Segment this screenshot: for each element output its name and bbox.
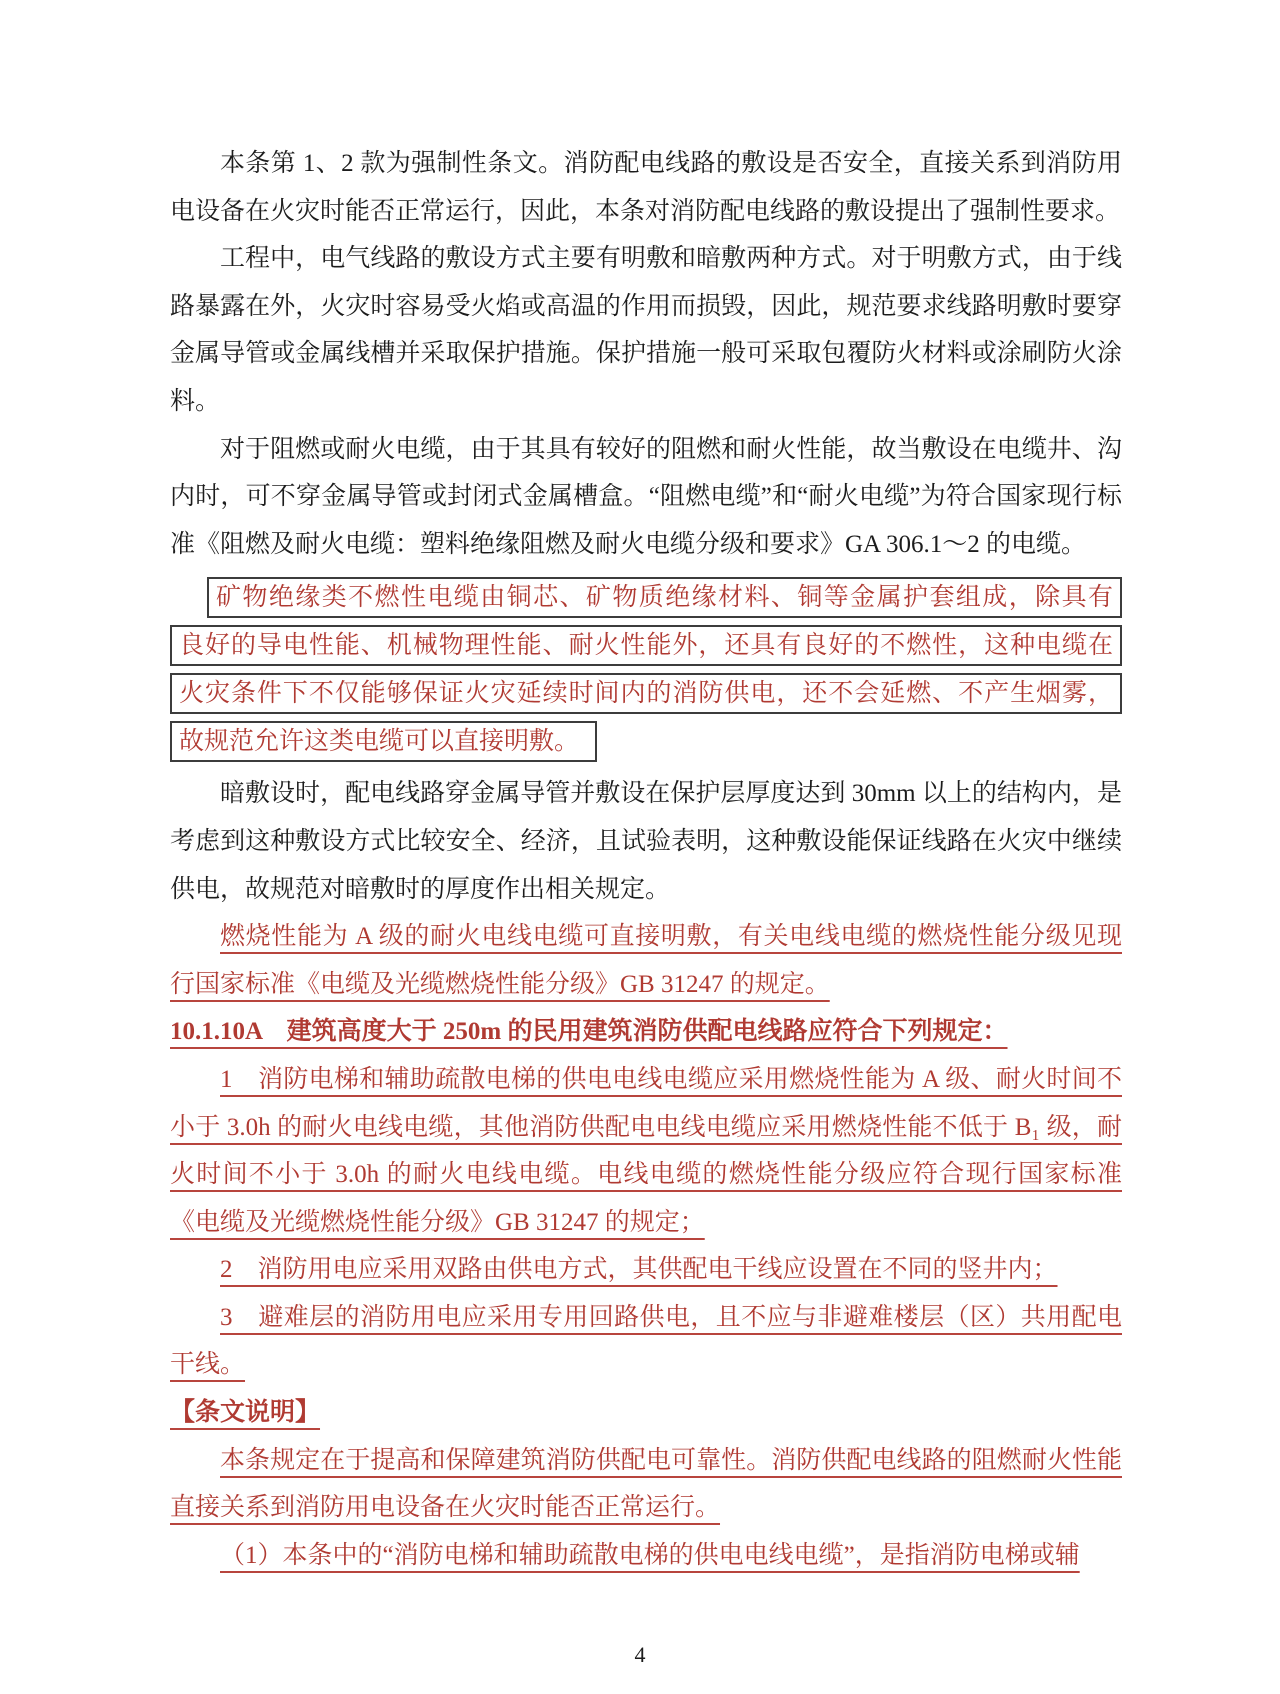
explanation-heading: 【条文说明】 xyxy=(170,1399,321,1427)
paragraph-wiring-methods: 工程中，电气线路的敷设方式主要有明敷和暗敷两种方式。对于明敷方式，由于线路暴露在外，火灾时容易受火焰或高温的作用而损毁，因此，规范要求线路明敷时要穿金属导管或金属线槽并采取保护措施。保护措施一般可采取包覆防火材料或涂刷防火涂料。 xyxy=(170,245,1122,415)
clause-item-2: 2 消防用电应采用双路由供电方式，其供配电干线应设置在不同的竖井内； xyxy=(220,1256,1058,1284)
page-number: 4 xyxy=(634,1642,646,1667)
document-content xyxy=(170,140,1122,1579)
boxed-annotation-line: 故规范允许这类电缆可以直接明敷。 xyxy=(170,721,597,762)
explanation-paragraph-2: （1）本条中的“消防电梯和辅助疏散电梯的供电电线电缆”，是指消防电梯或辅 xyxy=(220,1541,1080,1569)
boxed-annotation-line: 矿物绝缘类不燃性电缆由铜芯、矿物质绝缘材料、铜等金属护套组成，除具有 xyxy=(207,577,1122,618)
paragraph-class-a-cables: 燃烧性能为 A 级的耐火电线电缆可直接明敷，有关电线电缆的燃烧性能分级见现行国家标准《电缆及光缆燃烧性能分级》GB 31247 的规定。 xyxy=(170,923,1122,998)
explanation-paragraph-1: 本条规定在于提高和保障建筑消防供配电可靠性。消防供配电线路的阻燃耐火性能直接关系到消防用电设备在火灾时能否正常运行。 xyxy=(170,1446,1122,1522)
boxed-annotation-line: 火灾条件下不仅能够保证火灾延续时间内的消防供电，还不会延燃、不产生烟雾， xyxy=(170,673,1122,714)
boxed-annotation-line: 良好的导电性能、机械物理性能、耐火性能外，还具有良好的不燃性，这种电缆在 xyxy=(170,625,1122,666)
paragraph-concealed-laying: 暗敷设时，配电线路穿金属导管并敷设在保护层厚度达到 30mm 以上的结构内，是考虑到这种敷设方式比较安全、经济，且试验表明，这种敷设能保证线路在火灾中继续供电，故规范对暗敷时的厚度作出相关规定。 xyxy=(170,780,1122,903)
paragraph-mandatory-clause: 本条第 1、2 款为强制性条文。消防配电线路的敷设是否安全，直接关系到消防用电设备在火灾时能否正常运行，因此，本条对消防配电线路的敷设提出了强制性要求。 xyxy=(170,150,1122,225)
paragraph-flame-retardant-cables: 对于阻燃或耐火电缆，由于其具有较好的阻燃和耐火性能，故当敷设在电缆井、沟内时，可不穿金属导管或封闭式金属槽盒。“阻燃电缆”和“耐火电缆”为符合国家现行标准《阻燃及耐火电缆：塑料绝缘阻燃及耐火电缆分级和要求》GA 306.1～2 的电缆。 xyxy=(170,435,1122,558)
clause-item-1: 1 消防电梯和辅助疏散电梯的供电电线电缆应采用燃烧性能为 A 级、耐火时间不小于 3.0h 的耐火电线电缆，其他消防供配电电线电缆应采用燃烧性能不低于 B₁ 级，耐火时间不小于 3.0h 的耐火电线电缆。电线电缆的燃烧性能分级应符合现行国家标准《电缆及光缆燃烧性能分级》GB 31247 的规定； xyxy=(170,1065,1122,1236)
boxed-annotation xyxy=(170,577,1122,762)
clause-heading-10-1-10A: 10.1.10A 建筑高度大于 250m 的民用建筑消防供配电线路应符合下列规定： xyxy=(170,1018,1008,1046)
clause-item-3: 3 避难层的消防用电应采用专用回路供电，且不应与非避难楼层（区）共用配电干线。 xyxy=(170,1303,1122,1379)
